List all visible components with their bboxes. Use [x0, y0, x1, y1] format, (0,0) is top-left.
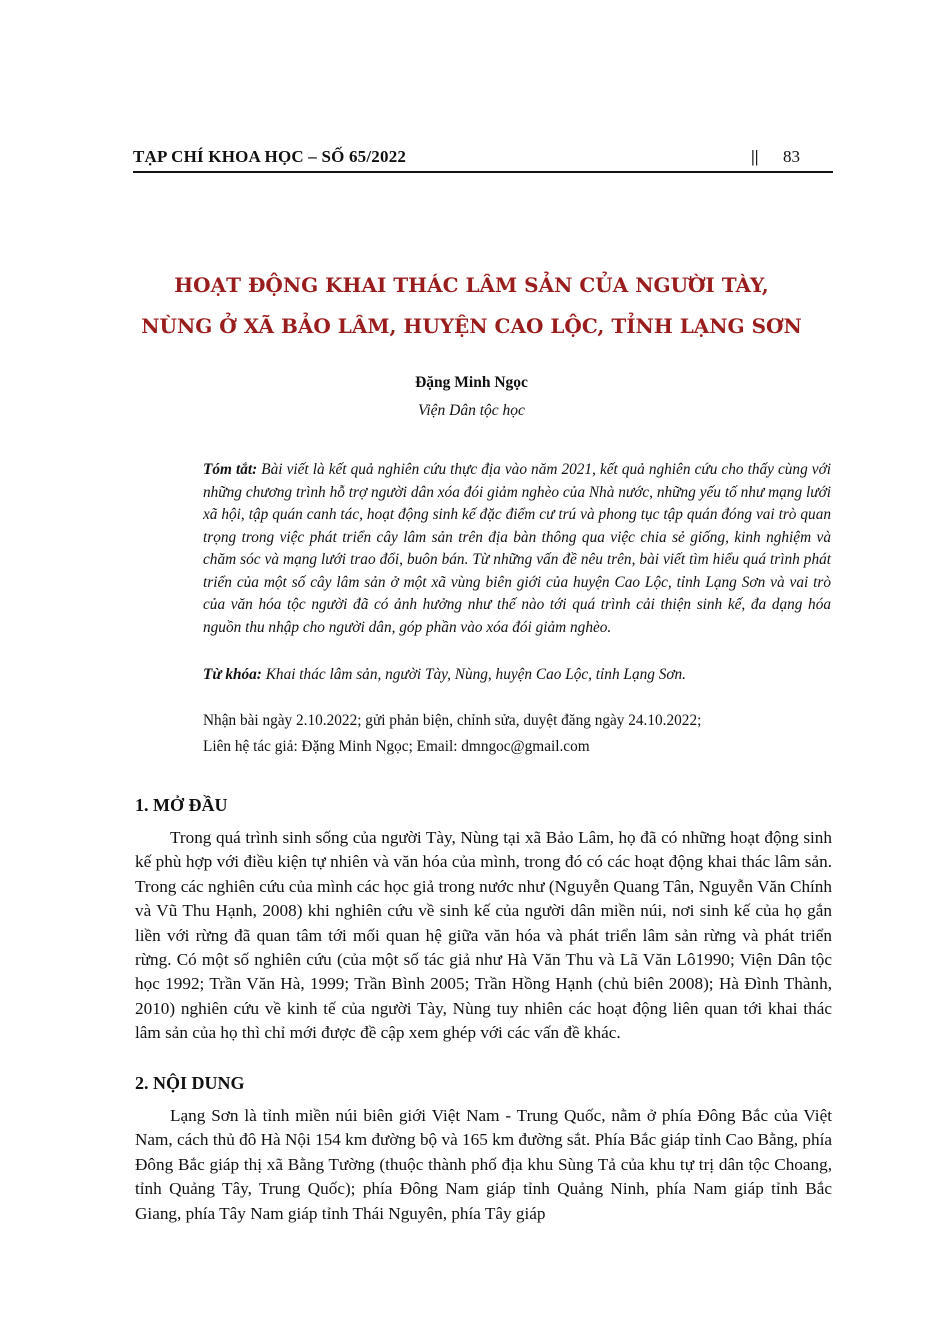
author-affiliation: Viện Dân tộc học	[418, 402, 525, 419]
section-heading-content: 2. NỘI DUNG	[135, 1073, 245, 1093]
abstract	[203, 459, 831, 639]
running-header	[133, 145, 833, 173]
keywords-label: Từ khóa:	[203, 666, 262, 683]
author-name: Đặng Minh Ngọc	[415, 374, 528, 391]
submission-dates: Nhận bài ngày 2.10.2022; gửi phản biện, chỉnh sửa, duyệt đăng ngày 24.10.2022;	[203, 712, 702, 729]
section-heading-introduction: 1. MỞ ĐẦU	[135, 795, 228, 815]
abstract-text: Bài viết là kết quả nghiên cứu thực địa vào năm 2021, kết quả nghiên cứu cho thấy cùng với những chương trình hỗ trợ người dân xóa đói giảm nghèo của Nhà nước, những yếu tố như mạng lưới xã hội, tập quán canh tác, hoạt động sinh kế đặc điểm cư trú và phong tục tập quán đóng vai trò quan trọng trong việc phát triển cây lâm sản trên địa bàn thông qua việc chia sẻ giống, kinh nghiệm và chăm sóc và mạng lưới trao đổi, buôn bán. Từ những vấn đề nêu trên, bài viết tìm hiểu quá trình phát triển của một số cây lâm sản ở một xã vùng biên giới của huyện Cao Lộc, tỉnh Lạng Sơn và vai trò của văn hóa tộc người đã có ảnh hưởng như thế nào tới quá trình cải thiện sinh kế, đa dạng hóa nguồn thu nhập cho người dân, góp phần vào xóa đói giảm nghèo.	[203, 461, 831, 636]
page-number: 83	[783, 147, 800, 166]
introduction-paragraph: Trong quá trình sinh sống của người Tày, Nùng tại xã Bảo Lâm, họ đã có những hoạt động sinh kế phù hợp với điều kiện tự nhiên và văn hóa của mình, trong đó có các hoạt động khai thác lâm sản. Trong các nghiên cứu của mình các học giả trong nước như (Nguyễn Quang Tân, Nguyễn Văn Chính và Vũ Thu Hạnh, 2008) khi nghiên cứu về sinh kế của người dân miền núi, nơi sinh kế của họ gắn liền với rừng đã quan tâm tới mối quan hệ giữa văn hóa và phát triển lâm sản rừng và phát triển rừng. Có một số nghiên cứu (của một số tác giả như Hà Văn Thu và Lã Văn Lô1990; Viện Dân tộc học 1992; Trần Văn Hà, 1999; Trần Bình 2005; Trần Hồng Hạnh (chủ biên 2008); Hà Đình Thành, 2010) nghiên cứu về kinh tế của người Tày, Nùng tuy nhiên các hoạt động liên quan tới khai thác lâm sản của họ thì chỉ mới được đề cập xem ghép với các vấn đề khác.	[135, 828, 832, 1043]
journal-name: TẠP CHÍ KHOA HỌC – SỐ 65/2022	[133, 147, 407, 166]
article-title-line-2: NÙNG Ở XÃ BẢO LÂM, HUYỆN CAO LỘC, TỈNH LẠNG SƠN	[141, 314, 802, 338]
author-contact: Liên hệ tác giả: Đặng Minh Ngọc; Email: dmngoc@gmail.com	[203, 738, 590, 755]
content-paragraph: Lạng Sơn là tỉnh miền núi biên giới Việt Nam - Trung Quốc, nằm ở phía Đông Bắc của Việt Nam, cách thủ đô Hà Nội 154 km đường bộ và 165 km đường sắt. Phía Bắc giáp tỉnh Cao Bằng, phía Đông Bắc giáp thị xã Bằng Tường (thuộc thành phố địa khu Sùng Tả của khu tự trị dân tộc Choang, tỉnh Quảng Tây, Trung Quốc); phía Đông Nam giáp tỉnh Quảng Ninh, phía Nam giáp tỉnh Bắc Giang, phía Tây Nam giáp tỉnh Thái Nguyên, phía Tây giáp	[135, 1106, 832, 1223]
article-title-line-1: HOẠT ĐỘNG KHAI THÁC LÂM SẢN CỦA NGƯỜI TÀY,	[174, 273, 769, 297]
header-separator: ||	[751, 147, 759, 166]
keywords-text: Khai thác lâm sản, người Tày, Nùng, huyện Cao Lộc, tỉnh Lạng Sơn.	[265, 666, 686, 683]
keywords	[203, 664, 831, 686]
abstract-label: Tóm tắt:	[203, 461, 258, 478]
